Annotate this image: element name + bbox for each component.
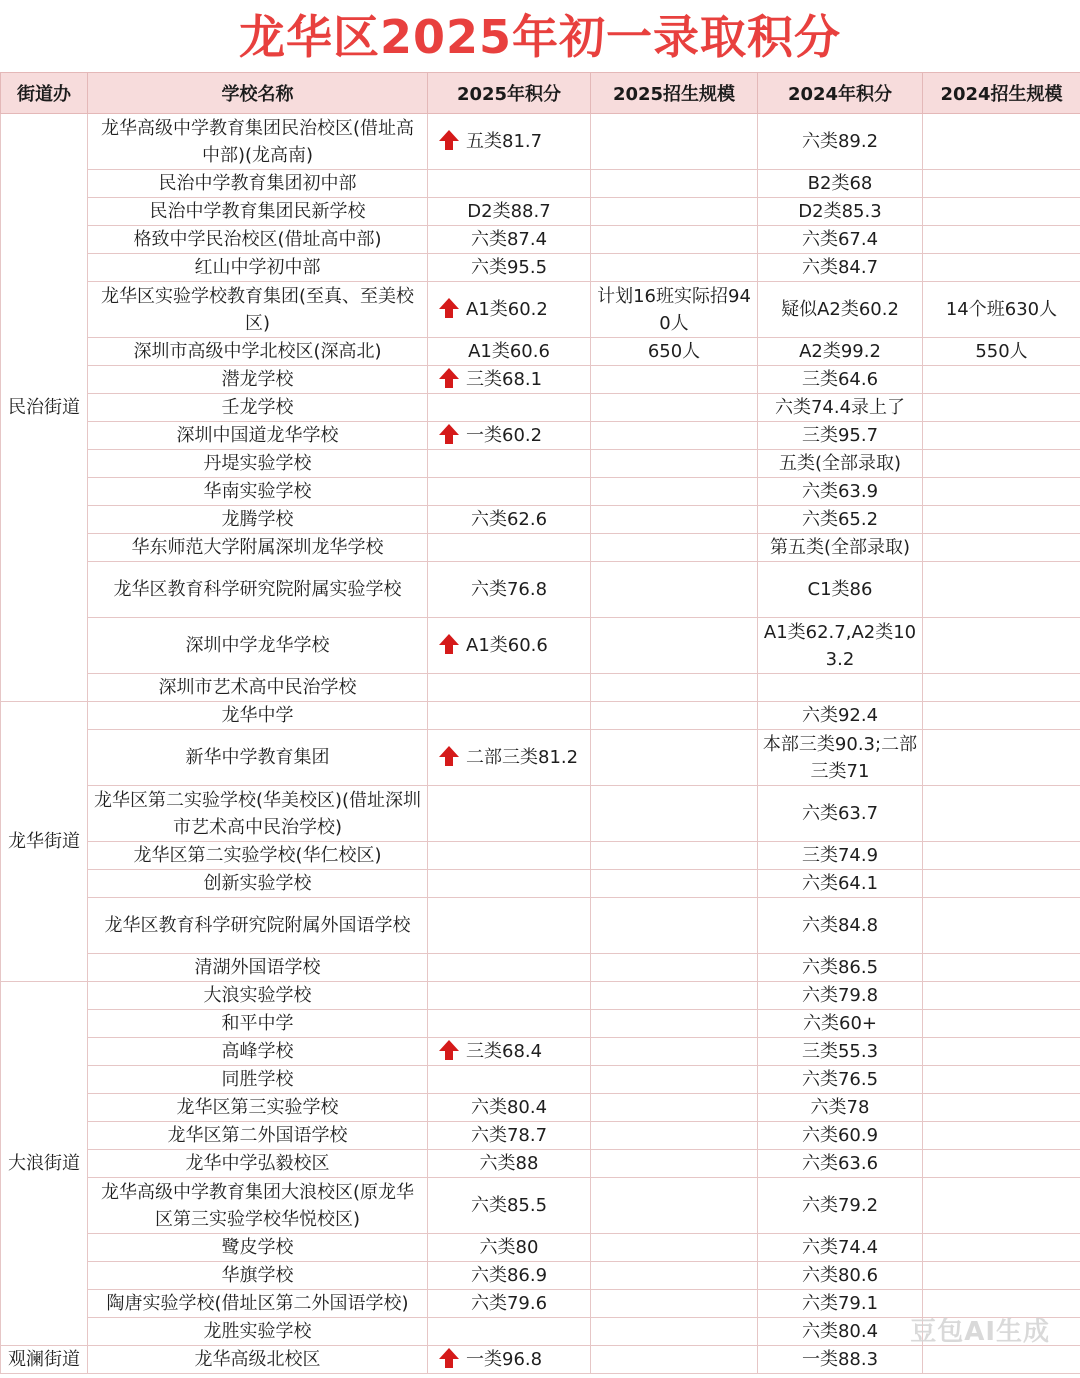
street-name-cell: 大浪街道 bbox=[1, 982, 88, 1346]
score-2025-cell bbox=[428, 562, 591, 618]
school-name-cell: 同胜学校 bbox=[88, 1066, 428, 1094]
table-row bbox=[1, 366, 1080, 394]
score-2025-cell bbox=[428, 730, 591, 786]
score-2025-cell bbox=[428, 982, 591, 1010]
score-2025-cell bbox=[428, 198, 591, 226]
score-2025-value: A1类60.6 bbox=[468, 341, 550, 362]
score-2024-cell: 疑似A2类60.2 bbox=[758, 282, 923, 338]
score-2025-cell bbox=[428, 702, 591, 730]
score-2025-value: 三类68.4 bbox=[466, 1041, 543, 1062]
score-2025-value: 二部三类81.2 bbox=[466, 747, 579, 768]
school-name-cell: 龙华中学弘毅校区 bbox=[88, 1150, 428, 1178]
school-name-cell: 新华中学教育集团 bbox=[88, 730, 428, 786]
scale-2025-cell bbox=[591, 1318, 758, 1346]
score-2024-cell: C1类86 bbox=[758, 562, 923, 618]
up-arrow-icon bbox=[438, 1039, 460, 1061]
scale-2024-cell bbox=[923, 366, 1080, 394]
school-name-cell: 民治中学教育集团初中部 bbox=[88, 170, 428, 198]
score-2025-cell bbox=[428, 618, 591, 674]
school-name-cell: 龙华区教育科学研究院附属实验学校 bbox=[88, 562, 428, 618]
table-row bbox=[1, 282, 1080, 338]
scale-2025-cell bbox=[591, 450, 758, 478]
table-row bbox=[1, 1234, 1080, 1262]
score-2025-cell bbox=[428, 1010, 591, 1038]
score-2024-cell: 五类(全部录取) bbox=[758, 450, 923, 478]
scale-2025-cell bbox=[591, 1290, 758, 1318]
score-2025-value: 一类96.8 bbox=[466, 1349, 543, 1370]
scale-2024-cell bbox=[923, 450, 1080, 478]
table-row bbox=[1, 674, 1080, 702]
scale-2024-cell bbox=[923, 982, 1080, 1010]
score-2024-cell: 六类67.4 bbox=[758, 226, 923, 254]
scale-2025-cell bbox=[591, 954, 758, 982]
score-2024-cell: 六类60.9 bbox=[758, 1122, 923, 1150]
up-arrow-icon bbox=[438, 633, 460, 655]
score-2025-value: A1类60.2 bbox=[466, 299, 548, 320]
score-2025-value: D2类88.7 bbox=[467, 201, 551, 222]
score-2025-cell bbox=[428, 226, 591, 254]
score-2025-cell bbox=[428, 1066, 591, 1094]
table-row bbox=[1, 730, 1080, 786]
scale-2025-cell bbox=[591, 842, 758, 870]
table-row bbox=[1, 786, 1080, 842]
scale-2024-cell bbox=[923, 170, 1080, 198]
score-2024-cell: 六类65.2 bbox=[758, 506, 923, 534]
score-2025-value: 六类95.5 bbox=[470, 257, 548, 278]
score-2025-cell bbox=[428, 506, 591, 534]
school-name-cell: 龙华区第二实验学校(华美校区)(借址深圳市艺术高中民治学校) bbox=[88, 786, 428, 842]
header-row bbox=[1, 73, 1080, 114]
score-2025-cell bbox=[428, 786, 591, 842]
score-2025-cell bbox=[428, 254, 591, 282]
scale-2025-cell bbox=[591, 226, 758, 254]
score-2025-cell bbox=[428, 394, 591, 422]
scale-2025-cell bbox=[591, 1122, 758, 1150]
table-row bbox=[1, 1010, 1080, 1038]
scale-2024-cell bbox=[923, 506, 1080, 534]
score-2024-cell: 三类74.9 bbox=[758, 842, 923, 870]
score-2025-cell bbox=[428, 450, 591, 478]
score-2025-value: 一类60.2 bbox=[466, 425, 543, 446]
scale-2024-cell bbox=[923, 1262, 1080, 1290]
score-2025-value: 六类80 bbox=[479, 1237, 539, 1258]
score-2025-cell bbox=[428, 1290, 591, 1318]
up-arrow-icon bbox=[438, 367, 460, 389]
scale-2024-cell bbox=[923, 618, 1080, 674]
scale-2025-cell bbox=[591, 562, 758, 618]
table-row bbox=[1, 226, 1080, 254]
score-2024-cell: 六类80.4 bbox=[758, 1318, 923, 1346]
street-name-cell: 观澜街道 bbox=[1, 1346, 88, 1374]
watermark: 豆包AI生成 bbox=[910, 1317, 1050, 1347]
score-2024-cell: 六类86.5 bbox=[758, 954, 923, 982]
school-name-cell: 龙华高级北校区 bbox=[88, 1346, 428, 1374]
up-arrow-icon bbox=[438, 297, 460, 319]
score-2025-cell bbox=[428, 898, 591, 954]
table-row bbox=[1, 450, 1080, 478]
score-2024-cell bbox=[758, 674, 923, 702]
table-row bbox=[1, 898, 1080, 954]
header-score-2024: 2024年积分 bbox=[758, 73, 923, 114]
table-row bbox=[1, 534, 1080, 562]
scale-2024-cell bbox=[923, 198, 1080, 226]
table-row bbox=[1, 1150, 1080, 1178]
scale-2025-cell bbox=[591, 702, 758, 730]
scale-2024-cell bbox=[923, 226, 1080, 254]
score-2024-cell: 六类63.6 bbox=[758, 1150, 923, 1178]
score-2024-cell: 六类78 bbox=[758, 1094, 923, 1122]
school-name-cell: 格致中学民治校区(借址高中部) bbox=[88, 226, 428, 254]
score-2025-cell bbox=[428, 1094, 591, 1122]
score-2025-value: 五类81.7 bbox=[466, 131, 543, 152]
scale-2024-cell bbox=[923, 1122, 1080, 1150]
score-2025-cell bbox=[428, 1234, 591, 1262]
table-row bbox=[1, 394, 1080, 422]
scale-2024-cell bbox=[923, 786, 1080, 842]
score-2025-cell bbox=[428, 1122, 591, 1150]
scale-2025-cell bbox=[591, 254, 758, 282]
up-arrow-icon bbox=[438, 423, 460, 445]
scale-2024-cell bbox=[923, 898, 1080, 954]
school-name-cell: 陶唐实验学校(借址区第二外国语学校) bbox=[88, 1290, 428, 1318]
score-2024-cell: 六类74.4 bbox=[758, 1234, 923, 1262]
score-2025-cell bbox=[428, 1150, 591, 1178]
score-2024-cell: 六类64.1 bbox=[758, 870, 923, 898]
score-2025-cell bbox=[428, 338, 591, 366]
scale-2024-cell bbox=[923, 1038, 1080, 1066]
scale-2025-cell bbox=[591, 1066, 758, 1094]
scale-2025-cell bbox=[591, 1262, 758, 1290]
school-name-cell: 龙华区教育科学研究院附属外国语学校 bbox=[88, 898, 428, 954]
school-name-cell: 龙华区实验学校教育集团(至真、至美校区) bbox=[88, 282, 428, 338]
score-2025-cell bbox=[428, 1178, 591, 1234]
scale-2025-cell bbox=[591, 478, 758, 506]
score-2024-cell: 六类60+ bbox=[758, 1010, 923, 1038]
score-2025-value: 六类88 bbox=[479, 1153, 539, 1174]
scale-2024-cell bbox=[923, 1234, 1080, 1262]
scale-2025-cell bbox=[591, 898, 758, 954]
school-name-cell: 民治中学教育集团民新学校 bbox=[88, 198, 428, 226]
scale-2024-cell bbox=[923, 1010, 1080, 1038]
score-2024-cell: 六类79.2 bbox=[758, 1178, 923, 1234]
school-name-cell: 壬龙学校 bbox=[88, 394, 428, 422]
table-row bbox=[1, 1262, 1080, 1290]
score-2025-cell bbox=[428, 114, 591, 170]
score-2024-cell: 六类79.8 bbox=[758, 982, 923, 1010]
school-name-cell: 深圳中国道龙华学校 bbox=[88, 422, 428, 450]
table-row bbox=[1, 338, 1080, 366]
score-2025-value: 六类80.4 bbox=[470, 1097, 548, 1118]
scale-2025-cell bbox=[591, 198, 758, 226]
score-2024-cell: A1类62.7,A2类103.2 bbox=[758, 618, 923, 674]
scale-2025-cell bbox=[591, 534, 758, 562]
scale-2025-cell bbox=[591, 1038, 758, 1066]
score-2024-cell: 三类95.7 bbox=[758, 422, 923, 450]
school-name-cell: 龙华区第二外国语学校 bbox=[88, 1122, 428, 1150]
street-name-cell: 龙华街道 bbox=[1, 702, 88, 982]
score-2024-cell: 本部三类90.3;二部三类71 bbox=[758, 730, 923, 786]
scale-2024-cell bbox=[923, 1150, 1080, 1178]
scale-2025-cell bbox=[591, 1178, 758, 1234]
score-2025-value: 六类76.8 bbox=[470, 579, 548, 600]
table-row bbox=[1, 198, 1080, 226]
table-row bbox=[1, 1122, 1080, 1150]
score-2024-cell: 第五类(全部录取) bbox=[758, 534, 923, 562]
scale-2024-cell bbox=[923, 1066, 1080, 1094]
scale-2025-cell bbox=[591, 1150, 758, 1178]
header-scale-2025: 2025招生规模 bbox=[591, 73, 758, 114]
scale-2025-cell: 650人 bbox=[591, 338, 758, 366]
up-arrow-icon bbox=[438, 1347, 460, 1369]
score-2025-value: A1类60.6 bbox=[466, 635, 548, 656]
score-2025-cell bbox=[428, 1262, 591, 1290]
score-2024-cell: 六类92.4 bbox=[758, 702, 923, 730]
school-name-cell: 高峰学校 bbox=[88, 1038, 428, 1066]
scale-2024-cell bbox=[923, 534, 1080, 562]
score-2025-cell bbox=[428, 534, 591, 562]
scale-2024-cell bbox=[923, 1094, 1080, 1122]
header-score-2025: 2025年积分 bbox=[428, 73, 591, 114]
scale-2025-cell bbox=[591, 1094, 758, 1122]
school-name-cell: 龙华高级中学教育集团大浪校区(原龙华区第三实验学校华悦校区) bbox=[88, 1178, 428, 1234]
scale-2025-cell bbox=[591, 982, 758, 1010]
scale-2025-cell bbox=[591, 1234, 758, 1262]
table-row bbox=[1, 1038, 1080, 1066]
header-school: 学校名称 bbox=[88, 73, 428, 114]
scale-2025-cell bbox=[591, 786, 758, 842]
table-row bbox=[1, 618, 1080, 674]
school-name-cell: 潜龙学校 bbox=[88, 366, 428, 394]
score-2024-cell: 六类89.2 bbox=[758, 114, 923, 170]
table-row bbox=[1, 478, 1080, 506]
up-arrow-icon bbox=[438, 129, 460, 151]
score-2025-value: 六类87.4 bbox=[470, 229, 548, 250]
scale-2025-cell bbox=[591, 394, 758, 422]
score-2025-value: 六类78.7 bbox=[470, 1125, 548, 1146]
score-2024-cell: 六类80.6 bbox=[758, 1262, 923, 1290]
table-row bbox=[1, 702, 1080, 730]
scale-2024-cell bbox=[923, 1178, 1080, 1234]
table-row bbox=[1, 422, 1080, 450]
score-2025-cell bbox=[428, 954, 591, 982]
table-row bbox=[1, 170, 1080, 198]
scale-2025-cell bbox=[591, 422, 758, 450]
scale-2024-cell bbox=[923, 394, 1080, 422]
school-name-cell: 红山中学初中部 bbox=[88, 254, 428, 282]
school-name-cell: 龙华高级中学教育集团民治校区(借址高中部)(龙高南) bbox=[88, 114, 428, 170]
school-name-cell: 清湖外国语学校 bbox=[88, 954, 428, 982]
score-2025-cell bbox=[428, 1318, 591, 1346]
score-2024-cell: 六类74.4录上了 bbox=[758, 394, 923, 422]
table-row bbox=[1, 1346, 1080, 1374]
score-2024-cell: B2类68 bbox=[758, 170, 923, 198]
page-title: 龙华区2025年初一录取积分 bbox=[238, 10, 842, 64]
score-2025-value: 六类79.6 bbox=[470, 1293, 548, 1314]
street-name-cell: 民治街道 bbox=[1, 114, 88, 702]
school-name-cell: 创新实验学校 bbox=[88, 870, 428, 898]
scale-2024-cell bbox=[923, 114, 1080, 170]
score-2024-cell: D2类85.3 bbox=[758, 198, 923, 226]
score-2025-cell bbox=[428, 674, 591, 702]
scale-2024-cell bbox=[923, 674, 1080, 702]
table-row bbox=[1, 562, 1080, 618]
score-2024-cell: 三类64.6 bbox=[758, 366, 923, 394]
score-2025-cell bbox=[428, 366, 591, 394]
table-row bbox=[1, 254, 1080, 282]
table-row bbox=[1, 506, 1080, 534]
scale-2025-cell bbox=[591, 114, 758, 170]
score-2024-cell: 三类55.3 bbox=[758, 1038, 923, 1066]
score-2024-cell: 六类79.1 bbox=[758, 1290, 923, 1318]
scale-2025-cell bbox=[591, 170, 758, 198]
score-2025-cell bbox=[428, 870, 591, 898]
score-2025-cell bbox=[428, 842, 591, 870]
school-name-cell: 鹭皮学校 bbox=[88, 1234, 428, 1262]
score-2024-cell: 六类84.8 bbox=[758, 898, 923, 954]
score-2024-cell: 六类63.9 bbox=[758, 478, 923, 506]
score-2025-value: 六类62.6 bbox=[470, 509, 548, 530]
scale-2025-cell bbox=[591, 1010, 758, 1038]
score-2025-cell bbox=[428, 478, 591, 506]
scale-2025-cell bbox=[591, 366, 758, 394]
scale-2024-cell bbox=[923, 254, 1080, 282]
score-2024-cell: A2类99.2 bbox=[758, 338, 923, 366]
score-2024-cell: 一类88.3 bbox=[758, 1346, 923, 1374]
table-row bbox=[1, 842, 1080, 870]
scale-2025-cell bbox=[591, 870, 758, 898]
scale-2024-cell bbox=[923, 730, 1080, 786]
scale-2025-cell: 计划16班实际招940人 bbox=[591, 282, 758, 338]
scale-2024-cell bbox=[923, 702, 1080, 730]
school-name-cell: 和平中学 bbox=[88, 1010, 428, 1038]
score-2025-value: 六类86.9 bbox=[470, 1265, 548, 1286]
table-row bbox=[1, 870, 1080, 898]
scale-2025-cell bbox=[591, 506, 758, 534]
school-name-cell: 华旗学校 bbox=[88, 1262, 428, 1290]
score-2025-cell bbox=[428, 282, 591, 338]
school-name-cell: 大浪实验学校 bbox=[88, 982, 428, 1010]
scale-2025-cell bbox=[591, 674, 758, 702]
score-2025-cell bbox=[428, 1346, 591, 1374]
header-street: 街道办 bbox=[1, 73, 88, 114]
score-2025-cell bbox=[428, 170, 591, 198]
school-name-cell: 龙华区第二实验学校(华仁校区) bbox=[88, 842, 428, 870]
scale-2025-cell bbox=[591, 1346, 758, 1374]
score-2025-value: 六类85.5 bbox=[470, 1195, 548, 1216]
school-name-cell: 深圳中学龙华学校 bbox=[88, 618, 428, 674]
score-2025-cell bbox=[428, 422, 591, 450]
scale-2024-cell bbox=[923, 478, 1080, 506]
scale-2024-cell: 550人 bbox=[923, 338, 1080, 366]
score-table bbox=[0, 72, 1080, 1374]
scale-2024-cell bbox=[923, 842, 1080, 870]
score-2024-cell: 六类84.7 bbox=[758, 254, 923, 282]
table-row bbox=[1, 114, 1080, 170]
table-row bbox=[1, 1094, 1080, 1122]
scale-2024-cell bbox=[923, 870, 1080, 898]
table-row bbox=[1, 954, 1080, 982]
score-2025-cell bbox=[428, 1038, 591, 1066]
scale-2024-cell bbox=[923, 422, 1080, 450]
scale-2025-cell bbox=[591, 618, 758, 674]
school-name-cell: 龙华中学 bbox=[88, 702, 428, 730]
table-row bbox=[1, 1066, 1080, 1094]
school-name-cell: 龙胜实验学校 bbox=[88, 1318, 428, 1346]
table-row bbox=[1, 982, 1080, 1010]
school-name-cell: 丹堤实验学校 bbox=[88, 450, 428, 478]
scale-2024-cell bbox=[923, 562, 1080, 618]
scale-2024-cell: 14个班630人 bbox=[923, 282, 1080, 338]
score-2025-value: 三类68.1 bbox=[466, 369, 543, 390]
score-2024-cell: 六类63.7 bbox=[758, 786, 923, 842]
up-arrow-icon bbox=[438, 745, 460, 767]
header-scale-2024: 2024招生规模 bbox=[923, 73, 1080, 114]
school-name-cell: 龙华区第三实验学校 bbox=[88, 1094, 428, 1122]
school-name-cell: 深圳市艺术高中民治学校 bbox=[88, 674, 428, 702]
school-name-cell: 深圳市高级中学北校区(深高北) bbox=[88, 338, 428, 366]
scale-2025-cell bbox=[591, 730, 758, 786]
scale-2024-cell bbox=[923, 954, 1080, 982]
table-row bbox=[1, 1178, 1080, 1234]
school-name-cell: 华南实验学校 bbox=[88, 478, 428, 506]
school-name-cell: 华东师范大学附属深圳龙华学校 bbox=[88, 534, 428, 562]
school-name-cell: 龙腾学校 bbox=[88, 506, 428, 534]
scale-2024-cell bbox=[923, 1346, 1080, 1374]
score-2024-cell: 六类76.5 bbox=[758, 1066, 923, 1094]
